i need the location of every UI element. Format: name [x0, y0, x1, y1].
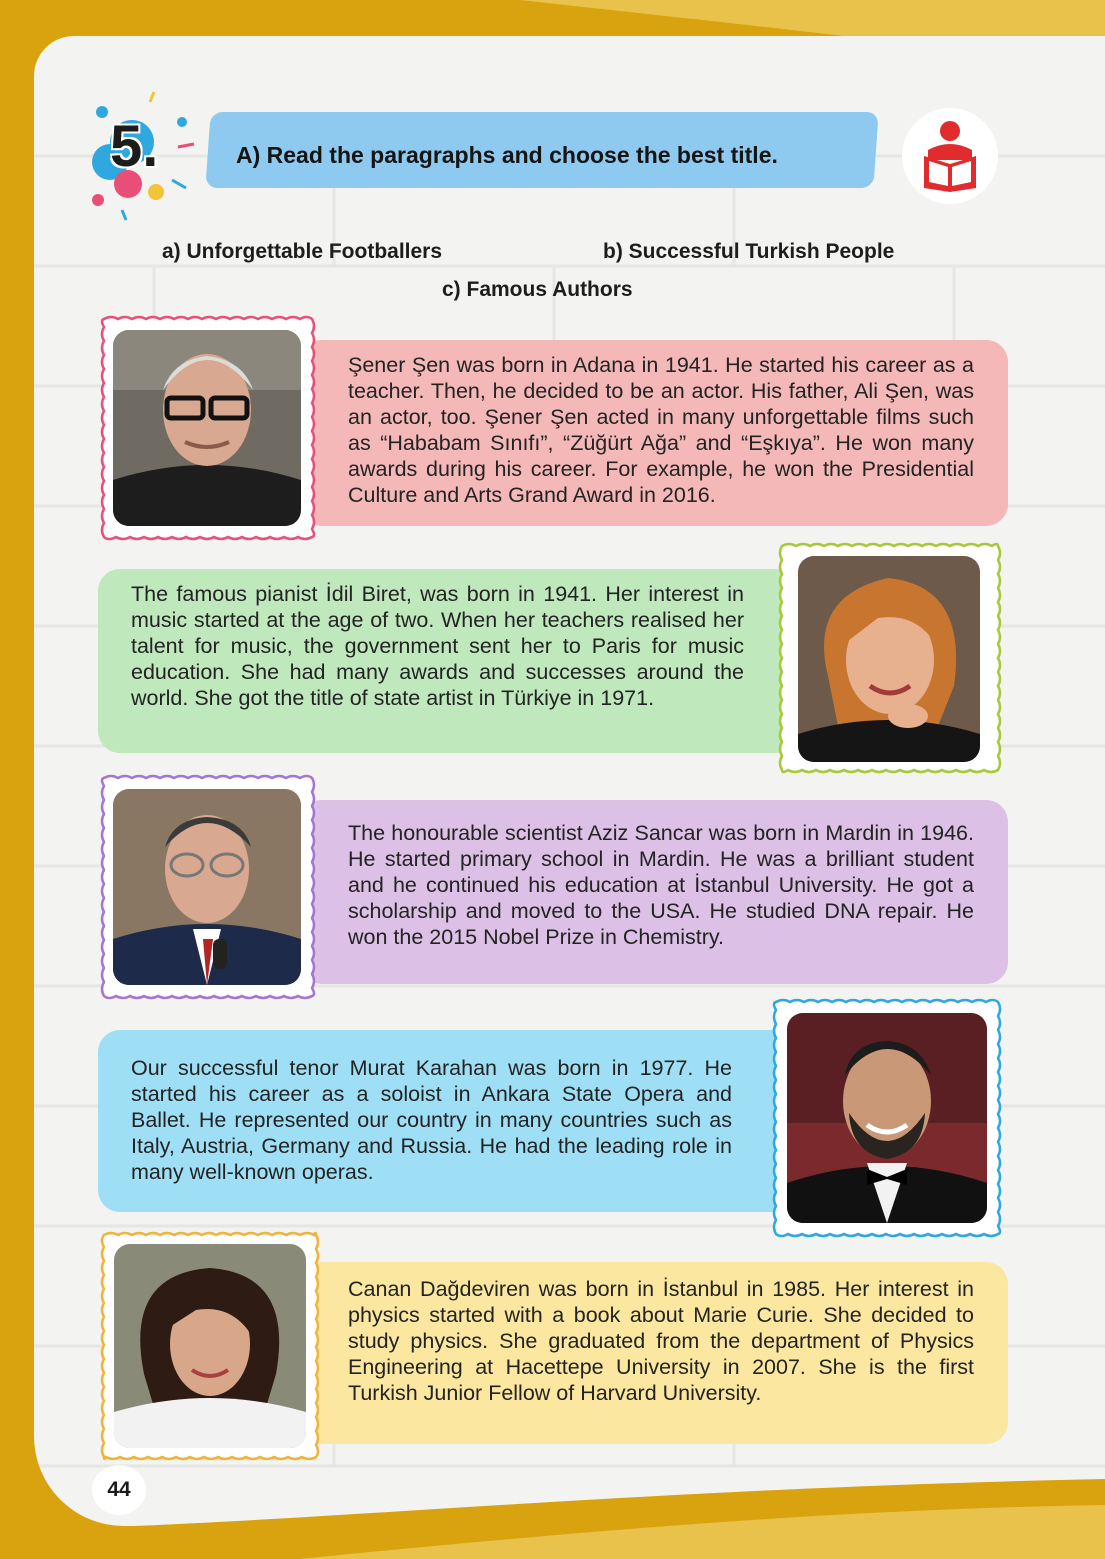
option-c: c) Famous Authors: [442, 278, 633, 301]
photo-frame-5: [98, 1229, 322, 1463]
exercise-number: 5.: [110, 114, 159, 179]
option-b: b) Successful Turkish People: [603, 240, 895, 263]
photo-frame-3: [98, 772, 318, 1002]
instruction-text: A) Read the paragraphs and choose the best title.: [236, 142, 778, 168]
photo-frame-1: [98, 313, 318, 543]
bottom-wave-decoration: [0, 1469, 1105, 1559]
paragraph-3: The honourable scientist Aziz Sancar was born in Mardin in 1946. He started primary school in Mardin. He was a brilliant student and he continued his education at İstanbul University. He got a scholarship and moved to the USA. He studied DNA repair. He won the 2015 Nobel Prize in Chemistry.: [300, 800, 1008, 984]
paragraph-4: Our successful tenor Murat Karahan was born in 1977. He started his career as a soloist in Ankara State Opera and Ballet. He represented our country in many countries such as Italy, Austria, Germany and Russia. He had the leading role in many well-known operas.: [98, 1030, 798, 1212]
page-number: 44: [92, 1465, 146, 1515]
reading-person-icon: [902, 108, 998, 204]
photo-sener-sen: [113, 330, 301, 526]
photo-murat-karahan: [787, 1013, 987, 1223]
paragraph-1: Şener Şen was born in Adana in 1941. He started his career as a teacher. Then, he decided to be an actor. His father, Ali Şen, was an actor, too. Şener Şen acted in many unforgettable films such as “Hababam Sınıfı”, “Züğürt Ağa” and “Eşkıya”. He won many awards during his career. For example, he won the Presidential Culture and Arts Grand Award in 2016.: [300, 340, 1008, 526]
photo-aziz-sancar: [113, 789, 301, 985]
photo-frame-2: [776, 540, 1004, 776]
paragraph-2: The famous pianist İdil Biret, was born in 1941. Her interest in music started at the age of two. When her teachers realised her talent for music, the government sent her to Paris for music education. She had many awards and successes around the world. She got the title of state artist in Türkiye in 1971.: [98, 569, 798, 753]
option-a: a) Unforgettable Footballers: [162, 240, 443, 263]
paragraph-5: Canan Dağdeviren was born in İstanbul in 1985. Her interest in physics started with a book about Marie Curie. She decided to study physics. She graduated from the department of Physics Engineering at Hacettepe University in 2007. She is the first Turkish Junior Fellow of Harvard University.: [300, 1262, 1008, 1444]
photo-frame-4: [770, 996, 1004, 1240]
photo-idil-biret: [798, 556, 980, 762]
photo-canan-dagdeviren: [114, 1244, 306, 1448]
